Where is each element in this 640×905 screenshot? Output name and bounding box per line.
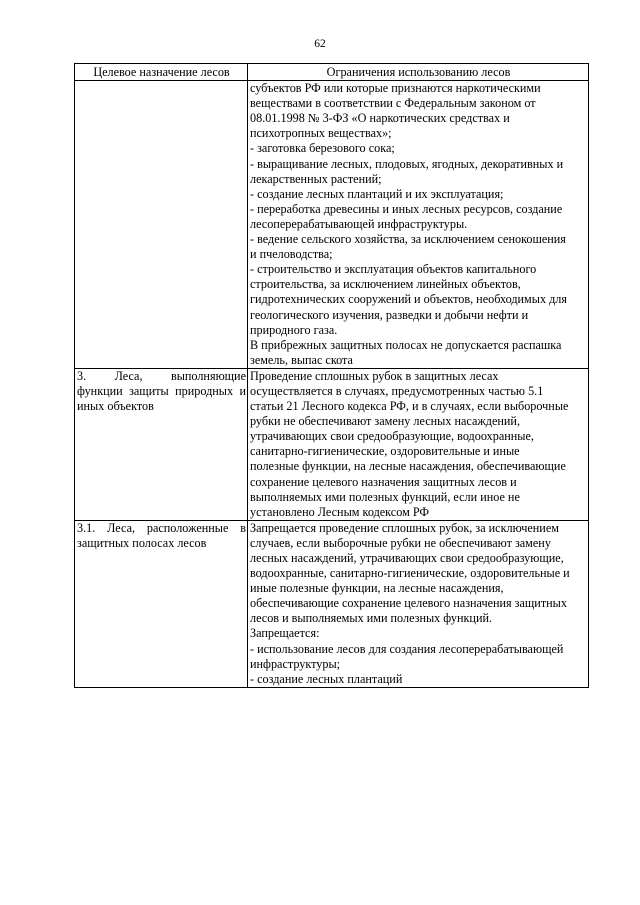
restriction-text-line: - использование лесов для создания лесоперерабатывающей [250, 641, 564, 656]
restriction-text-line: - заготовка березового сока; [250, 141, 395, 156]
column-header-restrictions: Ограничения использованию лесов [248, 64, 589, 81]
restriction-text-line: лекарственных растений; [250, 171, 382, 186]
column-header-purpose: Целевое назначение лесов [75, 64, 248, 81]
restriction-text-line: выполняемых ими полезных функций, если иное не [250, 489, 520, 504]
restriction-text-line: Запрещается проведение сплошных рубок, за исключением [250, 520, 559, 535]
restriction-text-line: В прибрежных защитных полосах не допускается распашка [250, 337, 562, 352]
restriction-text-line: инфраструктуры; [250, 656, 341, 671]
restriction-text-line: - создание лесных плантаций и их эксплуатация; [250, 186, 504, 201]
restriction-text-line: - строительство и эксплуатация объектов капитального [250, 262, 537, 277]
restriction-text-line: субъектов РФ или которые признаются наркотическими [250, 81, 541, 96]
restriction-text-line: иные полезные функции, на лесные насаждения, [250, 581, 504, 596]
restriction-text-line: Проведение сплошных рубок в защитных лесах [250, 368, 499, 383]
restriction-text-line: лесов и выполняемых ими полезных функций. [250, 611, 493, 626]
restriction-text-line: строительства, за исключением линейных объектов, [250, 277, 521, 292]
restriction-text-line: геологического изучения, разведки и добычи нефти и [250, 307, 529, 322]
restriction-text-line: лесных насаждений, утрачивающих свои средообразующие, [250, 551, 564, 565]
restrictions-cell [248, 368, 589, 520]
forest-purpose-cell [75, 81, 248, 369]
forest-restrictions-table [74, 63, 589, 688]
forest-purpose-cell [75, 520, 248, 687]
restriction-text-line: природного газа. [250, 322, 338, 337]
restrictions-cell [248, 81, 589, 369]
restriction-text-line: санитарно-гигиенические, оздоровительные и иные [250, 444, 520, 459]
restriction-text-line: - переработка древесины и иных лесных ресурсов, создание [250, 201, 563, 216]
restriction-text-line: и пчеловодства; [250, 247, 333, 262]
restriction-text-line: обеспечивающие сохранение целевого назначения защитных [250, 596, 567, 611]
restriction-text-line: утрачивающих свои средообразующие, водоохранные, [250, 429, 534, 444]
restriction-text-line: психотропных веществах»; [250, 126, 392, 141]
table-row [75, 520, 589, 687]
table-row [75, 81, 589, 369]
restriction-text-line: лесоперерабатывающей инфраструктуры. [250, 216, 468, 231]
table-header-row [75, 64, 589, 81]
restriction-text-line: - выращивание лесных, плодовых, ягодных, декоративных и [250, 156, 564, 171]
purpose-text-line: 3.1. Леса, расположенные в [77, 520, 246, 535]
restriction-text-line: полезные функции, на лесные насаждения, обеспечивающие [250, 459, 566, 474]
restrictions-cell [248, 520, 589, 687]
restriction-text-line: земель, выпас скота [250, 352, 353, 367]
restriction-text-line: - ведение сельского хозяйства, за исключением сенокошения [250, 232, 566, 247]
purpose-text-line: 3. Леса, выполняющие [77, 368, 246, 383]
restriction-text-line: статьи 21 Лесного кодекса РФ, и в случаях, если выборочные [250, 399, 569, 414]
page-number: 62 [314, 38, 326, 50]
restriction-text-line: рубки не обеспечивают замену лесных насаждений, [250, 414, 520, 429]
restriction-text-line: гидротехнических сооружений и объектов, необходимых для [250, 292, 567, 307]
restriction-text-line: Запрещается: [250, 626, 320, 641]
restriction-text-line: установлено Лесным кодексом РФ [250, 504, 430, 519]
forest-purpose-cell [75, 368, 248, 520]
restriction-text-line: веществами в соответствии с Федеральным законом от [250, 96, 536, 111]
restriction-text-line: 08.01.1998 № 3-ФЗ «О наркотических средствах и [250, 111, 510, 126]
purpose-text-line: функции защиты природных и [77, 383, 246, 398]
table-row [75, 368, 589, 520]
restriction-text-line: - создание лесных плантаций [250, 671, 403, 686]
restriction-text-line: случаев, если выборочные рубки не обеспечивают замену [250, 535, 551, 550]
restriction-text-line: сохранение целевого назначения защитных лесов и [250, 474, 517, 489]
restriction-text-line: водоохранные, санитарно-гигиенические, оздоровительные и [250, 566, 570, 581]
restriction-text-line: осуществляется в случаях, предусмотренных частью 5.1 [250, 383, 544, 398]
purpose-text-line: защитных полосах лесов [77, 535, 207, 550]
purpose-text-line: иных объектов [77, 399, 154, 414]
